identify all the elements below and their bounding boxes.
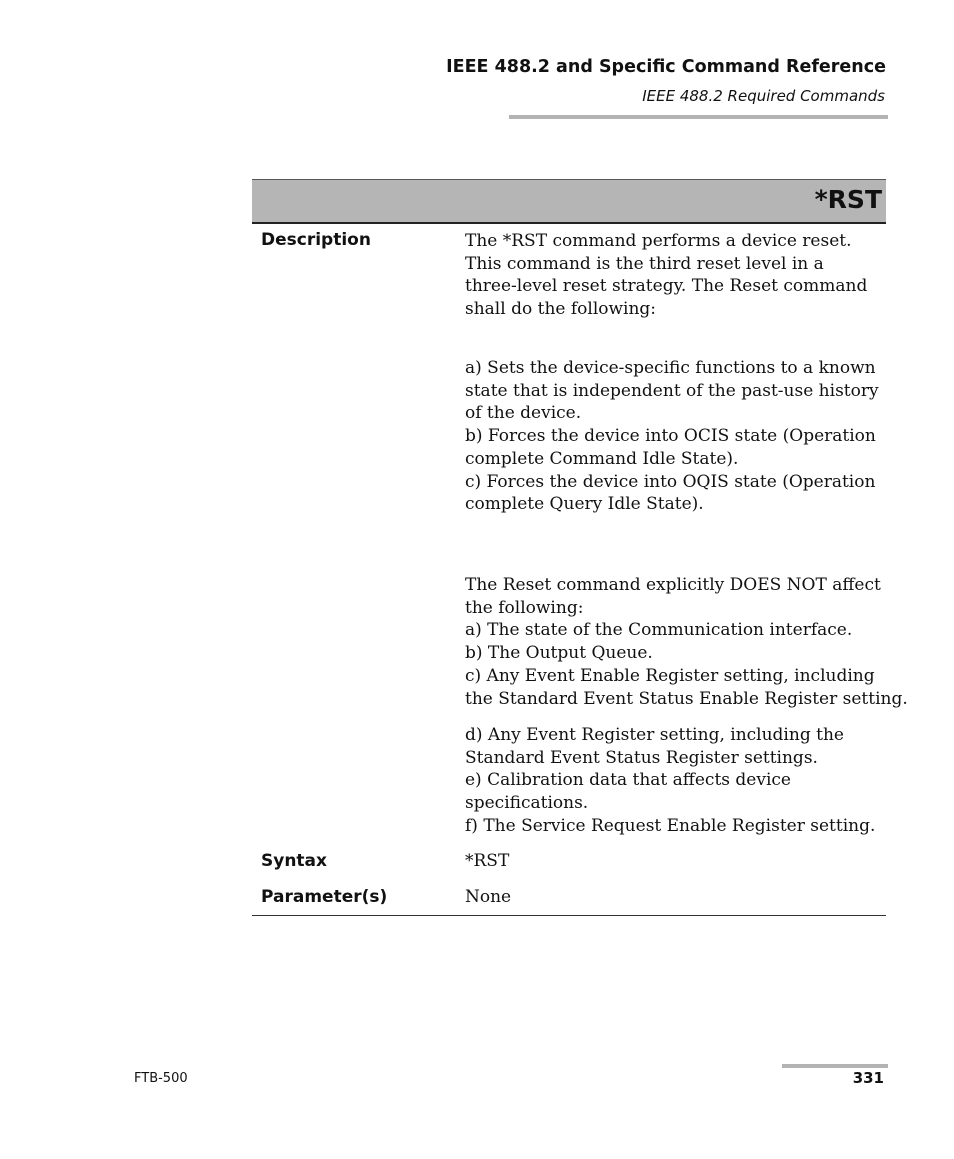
text-line: complete Command Idle State).	[465, 448, 739, 469]
text-line: the following:	[465, 597, 584, 618]
syntax-label: Syntax	[261, 851, 327, 871]
syntax-value: *RST	[465, 851, 510, 871]
text-line: e) Calibration data that affects device	[465, 770, 791, 791]
text-line: state that is independent of the past-use history	[465, 380, 879, 401]
running-header-title: IEEE 488.2 and Specific Command Reference	[446, 57, 886, 77]
text-line: This command is the third reset level in a	[465, 253, 824, 274]
text-line: f) The Service Request Enable Register setting.	[465, 815, 876, 836]
text-line: a) The state of the Communication interface.	[465, 620, 853, 641]
description-paragraph-4	[465, 724, 895, 838]
text-line: specifications.	[465, 793, 589, 814]
footer-rule	[782, 1064, 888, 1068]
description-paragraph-2	[465, 357, 895, 516]
text-line: Standard Event Status Register settings.	[465, 747, 818, 768]
description-paragraph-3	[465, 574, 908, 710]
parameters-label: Parameter(s)	[261, 887, 388, 907]
text-line: The Reset command explicitly DOES NOT affect	[465, 575, 881, 595]
header-rule	[509, 115, 888, 119]
parameters-value: None	[465, 887, 512, 907]
running-header-subtitle: IEEE 488.2 Required Commands	[642, 87, 885, 105]
text-line: d) Any Event Register setting, including the	[465, 725, 844, 745]
text-line: complete Query Idle State).	[465, 494, 704, 515]
text-line: three-level reset strategy. The Reset command	[465, 276, 868, 297]
table-bottom-rule	[252, 915, 886, 916]
text-line: a) Sets the device-specific functions to a known	[465, 358, 876, 378]
text-line: The *RST command performs a device reset.	[465, 231, 852, 251]
text-line: c) Forces the device into OQIS state (Operation	[465, 471, 876, 492]
text-line: shall do the following:	[465, 299, 657, 320]
description-paragraph-1	[465, 230, 895, 321]
text-line: b) Forces the device into OCIS state (Operation	[465, 426, 876, 447]
footer-product: FTB-500	[134, 1071, 188, 1086]
text-line: of the device.	[465, 403, 582, 424]
page-number: 331	[852, 1069, 884, 1087]
text-line: the Standard Event Status Enable Register setting.	[465, 688, 908, 709]
command-name: *RST	[814, 185, 882, 214]
command-title-bar	[252, 179, 886, 224]
text-line: b) The Output Queue.	[465, 643, 653, 664]
description-label: Description	[261, 230, 371, 250]
text-line: c) Any Event Enable Register setting, including	[465, 665, 875, 686]
